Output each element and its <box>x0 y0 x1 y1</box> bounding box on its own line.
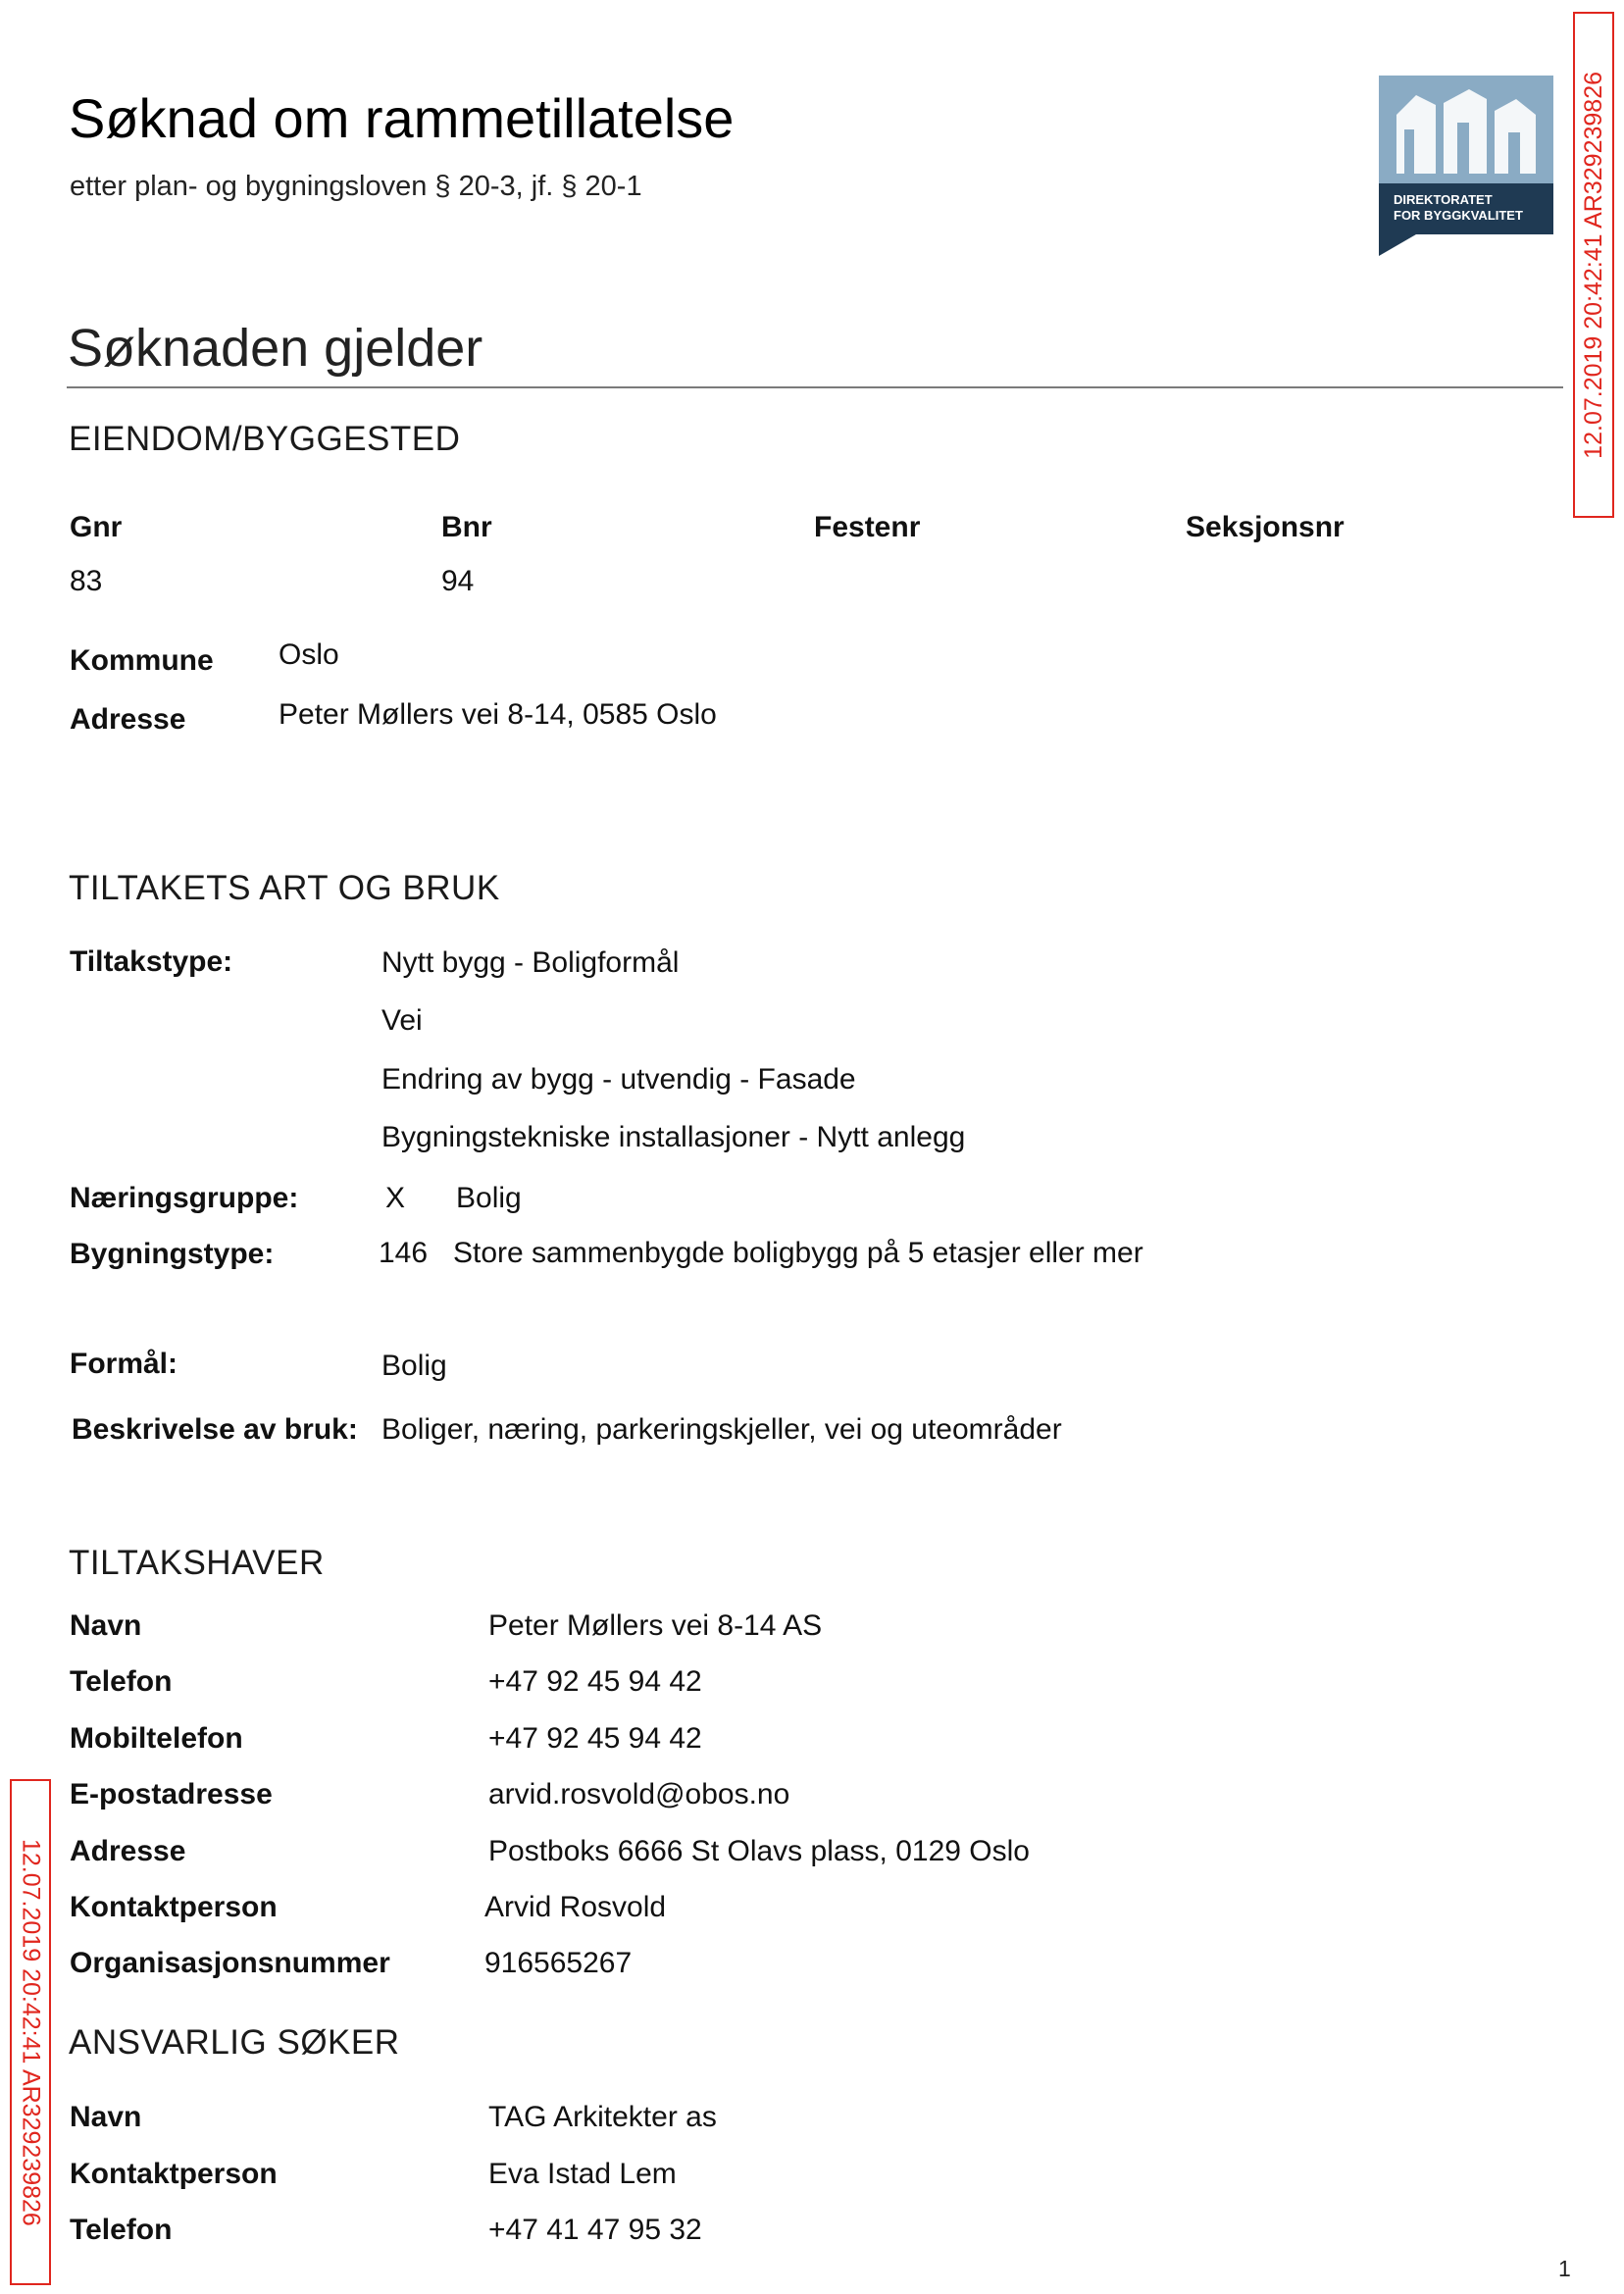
value-gnr: 83 <box>70 565 103 597</box>
dibk-buildings-logo-icon <box>1379 76 1553 183</box>
label-mobiltelefon: Mobiltelefon <box>70 1722 243 1755</box>
value-formal: Bolig <box>381 1350 447 1382</box>
value-organisasjonsnummer: 916565267 <box>484 1947 633 1979</box>
col-seksjonsnr: Seksjonsnr <box>1186 511 1345 543</box>
bygningstype-value: Store sammenbygde boligbygg på 5 etasjer eller mer <box>453 1237 1143 1269</box>
value-beskrivelse: Boliger, næring, parkeringskjeller, vei og uteområder <box>381 1413 1062 1446</box>
section-tiltakshaver: TILTAKSHAVER <box>69 1544 325 1582</box>
col-gnr: Gnr <box>70 511 123 543</box>
value-telefon: +47 92 45 94 42 <box>488 1665 702 1698</box>
value-telefon: +47 41 47 95 32 <box>488 2214 702 2246</box>
stamp-text: 12.07.2019 20:42:41 AR329239826 <box>1579 71 1607 459</box>
label-navn: Navn <box>70 2101 142 2133</box>
label-adresse: Adresse <box>70 1835 186 1867</box>
label-navn: Navn <box>70 1609 142 1642</box>
timestamp-stamp-right <box>1573 12 1614 518</box>
label-adresse: Adresse <box>70 703 186 736</box>
tiltakstype-item: Bygningstekniske installasjoner - Nytt anlegg <box>381 1121 966 1153</box>
page-number: 1 <box>1558 2256 1571 2281</box>
label-epost: E-postadresse <box>70 1778 273 1810</box>
value-kommune: Oslo <box>279 638 339 671</box>
section-tiltak: TILTAKETS ART OG BRUK <box>69 869 500 907</box>
dibk-logo-line1: DIREKTORATET <box>1394 192 1493 207</box>
label-bygningstype: Bygningstype: <box>70 1238 275 1270</box>
dibk-logo <box>1379 76 1553 264</box>
bygningstype-code: 146 <box>379 1237 429 1269</box>
label-organisasjonsnummer: Organisasjonsnummer <box>70 1947 390 1979</box>
value-bnr: 94 <box>441 565 475 597</box>
label-kommune: Kommune <box>70 644 214 677</box>
label-kontaktperson: Kontaktperson <box>70 2158 278 2190</box>
value-navn: TAG Arkitekter as <box>488 2101 717 2133</box>
value-navn: Peter Møllers vei 8-14 AS <box>488 1609 823 1642</box>
value-adresse: Peter Møllers vei 8-14, 0585 Oslo <box>279 698 717 731</box>
label-telefon: Telefon <box>70 1665 173 1698</box>
label-tiltakstype: Tiltakstype: <box>70 945 233 978</box>
col-festenr: Festenr <box>814 511 921 543</box>
col-bnr: Bnr <box>441 511 492 543</box>
dibk-logo-tail <box>1379 234 1416 256</box>
label-kontaktperson: Kontaktperson <box>70 1891 278 1923</box>
label-telefon: Telefon <box>70 2214 173 2246</box>
section-eiendom: EIENDOM/BYGGESTED <box>69 420 461 458</box>
timestamp-stamp-left <box>10 1779 51 2285</box>
tiltakstype-item: Endring av bygg - utvendig - Fasade <box>381 1063 856 1096</box>
value-mobiltelefon: +47 92 45 94 42 <box>488 1722 702 1755</box>
dibk-logo-line2: FOR BYGGKVALITET <box>1394 208 1523 223</box>
naeringsgruppe-value: Bolig <box>456 1182 522 1214</box>
value-kontaktperson: Arvid Rosvold <box>484 1891 667 1923</box>
tiltakstype-item: Nytt bygg - Boligformål <box>381 946 680 979</box>
tiltakstype-item: Vei <box>381 1004 423 1037</box>
value-kontaktperson: Eva Istad Lem <box>488 2158 677 2190</box>
document-subtitle: etter plan- og bygningsloven § 20-3, jf. § 20-1 <box>70 171 642 202</box>
label-beskrivelse: Beskrivelse av bruk: <box>72 1413 358 1446</box>
value-epost: arvid.rosvold@obos.no <box>488 1778 790 1810</box>
document-title: Søknad om rammetillatelse <box>69 87 735 149</box>
naeringsgruppe-code: X <box>385 1182 406 1214</box>
main-heading: Søknaden gjelder <box>68 319 483 378</box>
stamp-text: 12.07.2019 20:42:41 AR329239826 <box>17 1838 45 2226</box>
heading-divider <box>67 386 1563 388</box>
value-adresse: Postboks 6666 St Olavs plass, 0129 Oslo <box>488 1835 1030 1867</box>
dibk-logo-text <box>1379 183 1553 234</box>
label-formal: Formål: <box>70 1348 178 1380</box>
section-ansvarlig-soker: ANSVARLIG SØKER <box>69 2023 400 2062</box>
label-naeringsgruppe: Næringsgruppe: <box>70 1182 299 1214</box>
